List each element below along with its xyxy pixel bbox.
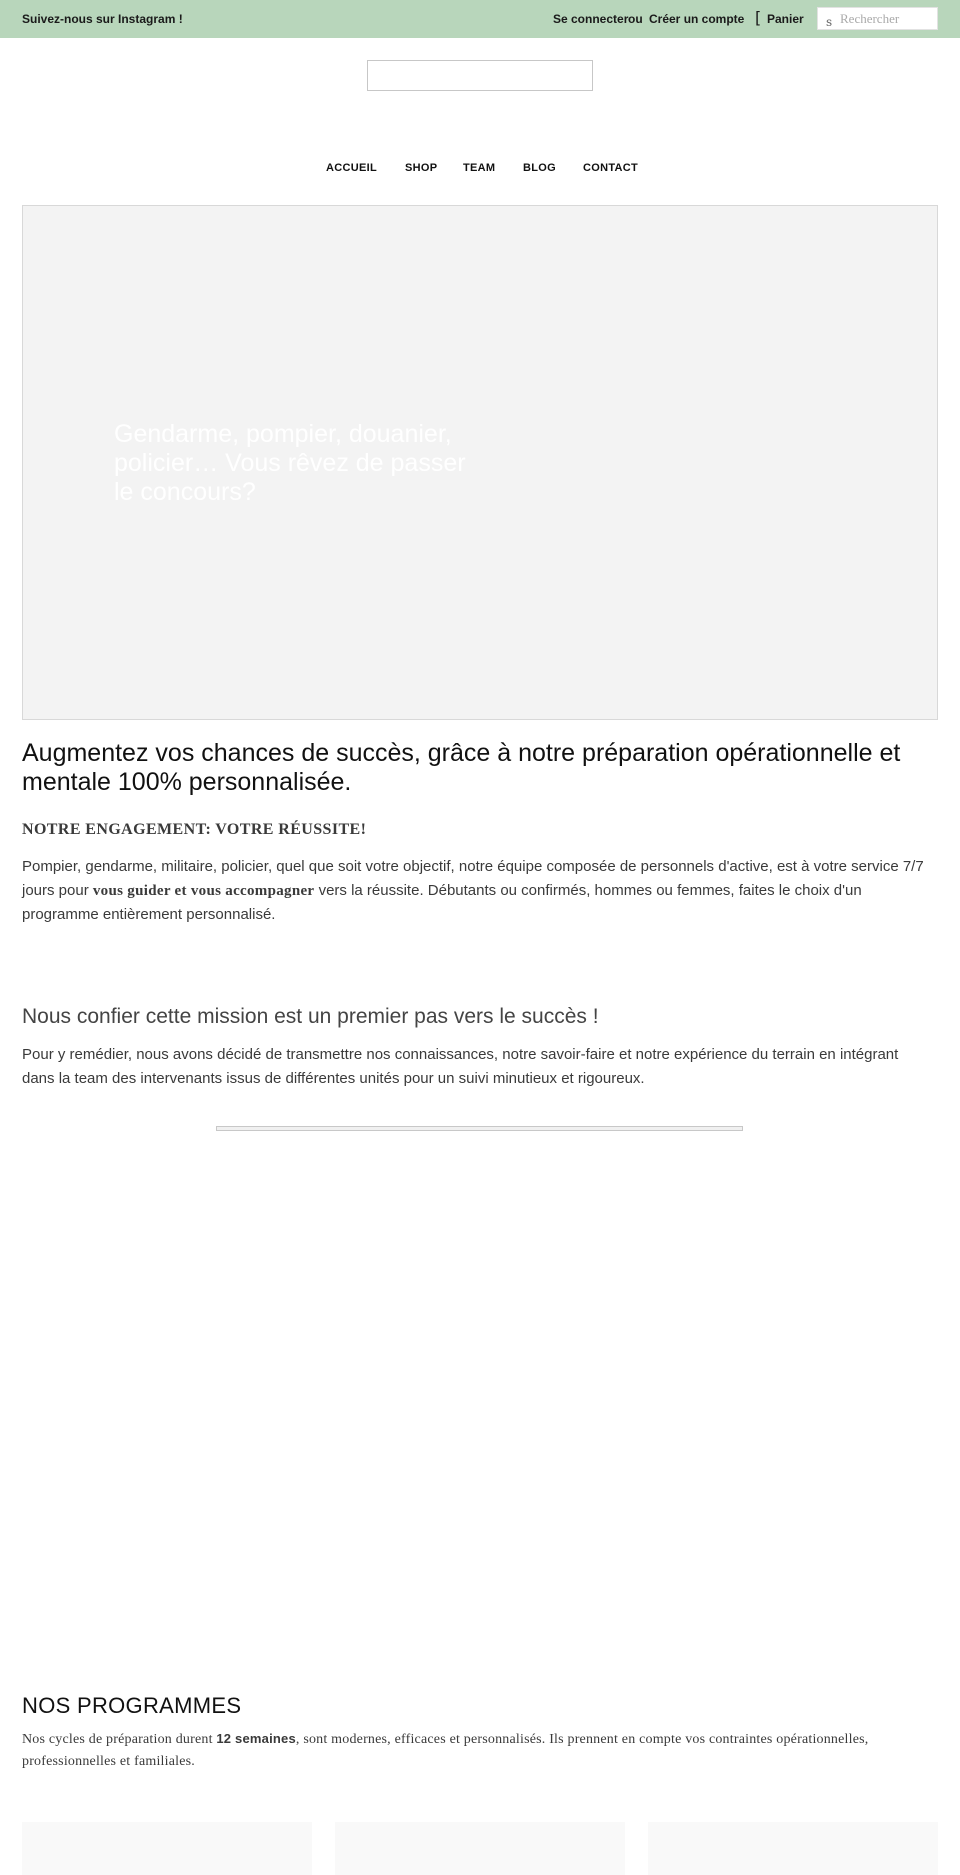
mission-heading: Nous confier cette mission est un premier pas vers le succès !	[22, 1005, 599, 1028]
main-nav	[0, 162, 960, 178]
login-link[interactable]: Se connecter	[553, 12, 629, 26]
mission-paragraph: Pour y remédier, nous avons décidé de transmettre nos connaissances, notre savoir-faire et notre expérience du terrain en intégrant dans la team des intervenants issus de différentes unités pour un suivi minutieux et rigoureux.	[22, 1046, 899, 1087]
cart-link[interactable]: Panier	[767, 12, 804, 26]
programs-text-end: , sont modernes, efficaces et personnalisés. Ils prennent en compte vos contraintes opérationnelles, professionnelles et familiales.	[22, 1732, 869, 1769]
nav-item-shop[interactable]: SHOP	[405, 162, 438, 174]
site-logo[interactable]	[367, 60, 593, 91]
programs-duration: 12 semaines	[216, 1731, 296, 1746]
nav-item-blog[interactable]: BLOG	[523, 162, 556, 174]
programs-heading: NOS PROGRAMMES	[22, 1693, 242, 1718]
program-card[interactable]	[335, 1822, 625, 1875]
intro-text-end: vers la réussite. Débutants ou confirmés, hommes ou femmes, faites le choix d'un programme entièrement personnalisé.	[22, 882, 862, 923]
intro-paragraph	[22, 855, 938, 927]
signup-link[interactable]: Créer un compte	[649, 12, 745, 26]
cart-icon[interactable]: [	[755, 8, 762, 27]
hero-title: Gendarme, pompier, douanier, policier… Vous rêvez de passer le concours?	[114, 420, 466, 506]
nav-item-team[interactable]: TEAM	[463, 162, 496, 174]
program-card[interactable]	[648, 1822, 938, 1875]
instagram-link[interactable]: Suivez-nous sur Instagram !	[22, 12, 183, 26]
nav-item-accueil[interactable]: ACCUEIL	[326, 162, 377, 174]
program-card[interactable]	[22, 1822, 312, 1875]
nav-item-contact[interactable]: CONTACT	[583, 162, 639, 174]
intro-emphasis: vous guider et vous accompagner	[92, 883, 315, 899]
video-embed[interactable]	[216, 1126, 743, 1131]
hero-banner	[22, 205, 938, 720]
top-bar	[0, 0, 960, 38]
programs-paragraph	[22, 1728, 922, 1773]
search-box[interactable]	[817, 7, 938, 30]
intro-text-start: Pompier, gendarme, militaire, policier, quel que soit votre objectif, notre équipe composée de personnels d'active, est à votre service 7/7 jours pour	[22, 858, 924, 899]
main-headline: Augmentez vos chances de succès, grâce à notre préparation opérationnelle et mentale 100% personnalisée.	[22, 739, 901, 796]
search-input[interactable]	[840, 10, 936, 27]
engagement-heading: NOTRE ENGAGEMENT: VOTRE RÉUSSITE!	[22, 821, 367, 838]
login-separator: ou	[628, 12, 643, 26]
programs-text-start: Nos cycles de préparation durent	[22, 1732, 217, 1747]
search-icon[interactable]: s	[826, 15, 833, 29]
